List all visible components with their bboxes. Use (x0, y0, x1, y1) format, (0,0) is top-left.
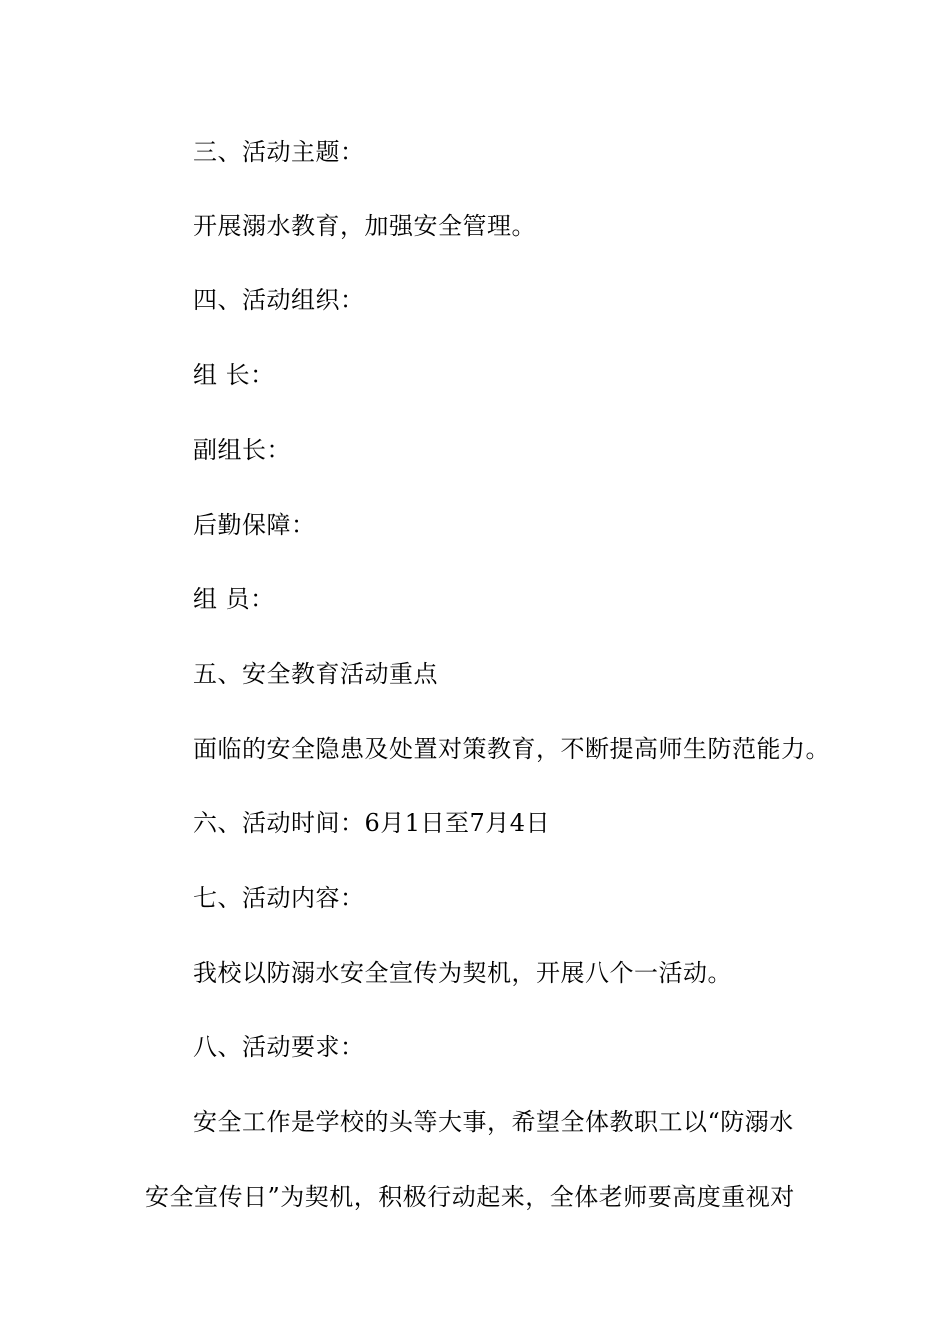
paragraph-safety-focus-content: 面临的安全隐患及处置对策教育，不断提高师生防范能力。 (193, 735, 830, 763)
heading-activity-organization: 四、活动组织： (193, 286, 365, 314)
paragraph-members: 组 员： (193, 585, 275, 613)
paragraph-activity-content: 我校以防溺水安全宣传为契机，开展八个一活动。 (193, 959, 732, 987)
paragraph-theme-content: 开展溺水教育，加强安全管理。 (193, 212, 536, 240)
heading-activity-time: 六、活动时间：6月1日至7月4日 (193, 809, 551, 837)
heading-safety-focus: 五、安全教育活动重点 (193, 660, 438, 688)
paragraph-requirements-line-2: 安全宣传日”为契机，积极行动起来，全体老师要高度重视对 (145, 1183, 795, 1211)
heading-activity-requirements: 八、活动要求： (193, 1033, 365, 1061)
paragraph-logistics: 后勤保障： (193, 511, 316, 539)
heading-activity-content: 七、活动内容： (193, 884, 365, 912)
paragraph-deputy-leader: 副组长： (193, 436, 291, 464)
paragraph-requirements-line-1: 安全工作是学校的头等大事，希望全体教职工以“防溺水 (193, 1108, 794, 1136)
paragraph-team-leader: 组 长： (193, 361, 275, 389)
heading-activity-theme: 三、活动主题： (193, 138, 365, 166)
